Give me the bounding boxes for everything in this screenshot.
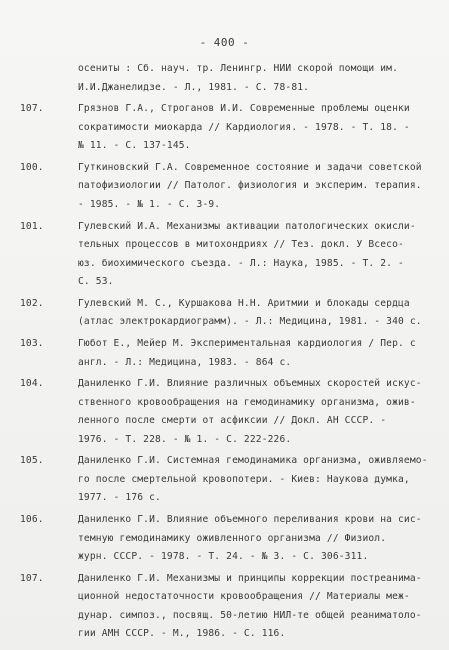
reference-entry (0, 159, 449, 215)
reference-line: юз. биохимического съезда. - Л.: Наука, 1985. - Т. 2. - (78, 257, 404, 269)
reference-number: 105. (20, 455, 44, 467)
reference-entry (0, 570, 449, 644)
reference-line: № 11. - С. 137-145. (78, 140, 191, 152)
reference-entry (0, 452, 449, 508)
reference-number: 106. (20, 514, 44, 526)
reference-number: 101. (20, 220, 44, 232)
reference-entry (0, 60, 449, 97)
reference-number: 104. (20, 378, 44, 390)
reference-line: темную гемодинамику оживленного организма // Физиол. (78, 532, 387, 544)
reference-line: И.И.Джанелидзе. - Л., 1981. - С. 78-81. (78, 81, 310, 93)
reference-number: 103. (20, 338, 44, 349)
reference-line: Гулевский И.А. Механизмы активации патологических окисли- (78, 220, 416, 232)
reference-line: англ. - Л.: Медицина, 1983. - 864 с. (78, 356, 292, 368)
reference-entry (0, 295, 449, 332)
reference-line: журн. СССР. - 1978. - Т. 24. - № 3. - С. 306-311. (78, 551, 369, 563)
reference-text (78, 159, 422, 215)
reference-line: тельных процессов в митохондриях // Тез. докл. У Всесо- (78, 239, 404, 251)
reference-entry (0, 218, 449, 292)
page-number: - 400 - (199, 36, 250, 49)
reference-text (78, 335, 416, 372)
reference-line: Грязнов Г.А., Строганов И.И. Современные проблемы оценки (78, 103, 410, 115)
reference-text (78, 100, 410, 156)
reference-line: Даниленко Г.И. Системная гемодинамика организма, оживляемо- (78, 455, 428, 467)
reference-line: дунар. симпоз., посвящ. 50-летию НИЛ-те общей реаниматоло- (78, 609, 422, 621)
reference-entry (0, 511, 449, 567)
reference-line: 1977. - 176 с. (78, 492, 161, 504)
reference-number: 107. (20, 572, 44, 584)
reference-text (78, 295, 422, 332)
reference-text (78, 60, 398, 97)
reference-entry (0, 375, 449, 449)
reference-line: осениты : Сб. науч. тр. Ленингр. НИИ скорой помощи им. (78, 63, 398, 74)
reference-text (78, 452, 428, 508)
reference-line: ленного после смерти от асфиксии // Докл. АН СССР. - (78, 415, 387, 427)
reference-line: Даниленко Г.И. Влияние различных объемных скоростей искус- (78, 378, 422, 390)
reference-text (78, 218, 416, 292)
reference-line: Даниленко Г.И. Влияние объемного переливания крови на сис- (78, 514, 422, 526)
reference-text (78, 375, 422, 449)
reference-text (78, 511, 422, 567)
reference-number: 102. (20, 297, 44, 309)
reference-line: - 1985. - № 1. - С. 3-9. (78, 198, 221, 210)
reference-line: Гюбот Е., Мейер М. Экспериментальная кардиология / Пер. с (78, 338, 416, 349)
reference-number: 100. (20, 161, 44, 173)
reference-entry (0, 100, 449, 156)
reference-line: го после смертельной кровопотери. - Киев: Наукова думка, (78, 473, 410, 485)
reference-line: Даниленко Г.И. Механизмы и принципы коррекции постреанима- (78, 572, 422, 584)
reference-line: патофизиологии // Патолог. физиология и эксперим. терапия. (78, 180, 422, 192)
reference-line: гии АМН СССР. - М., 1986. - С. 116. (78, 628, 286, 640)
reference-line: сократимости миокарда // Кардиология. - 1978. - Т. 18. - (78, 121, 410, 133)
reference-text (78, 570, 422, 644)
reference-entry (0, 335, 449, 372)
reference-number: 107. (20, 103, 44, 115)
reference-line: С. 53. (78, 276, 114, 288)
reference-line: 1976. - Т. 228. - № 1. - С. 222-226. (78, 433, 292, 445)
reference-line: ционной недостаточности кровообращения // Материалы меж- (78, 591, 410, 603)
reference-line: Гулевский М. С., Куршакова Н.Н. Аритмии и блокады сердца (78, 297, 410, 309)
reference-line: Гуткиновский Г.А. Современное состояние и задачи советской (78, 161, 422, 173)
reference-line: (атлас электрокардиограмм). - Л.: Медицина, 1981. - 340 с. (78, 316, 422, 328)
reference-line: ственного кровообращения на гемодинамику организма, ожив- (78, 396, 416, 408)
